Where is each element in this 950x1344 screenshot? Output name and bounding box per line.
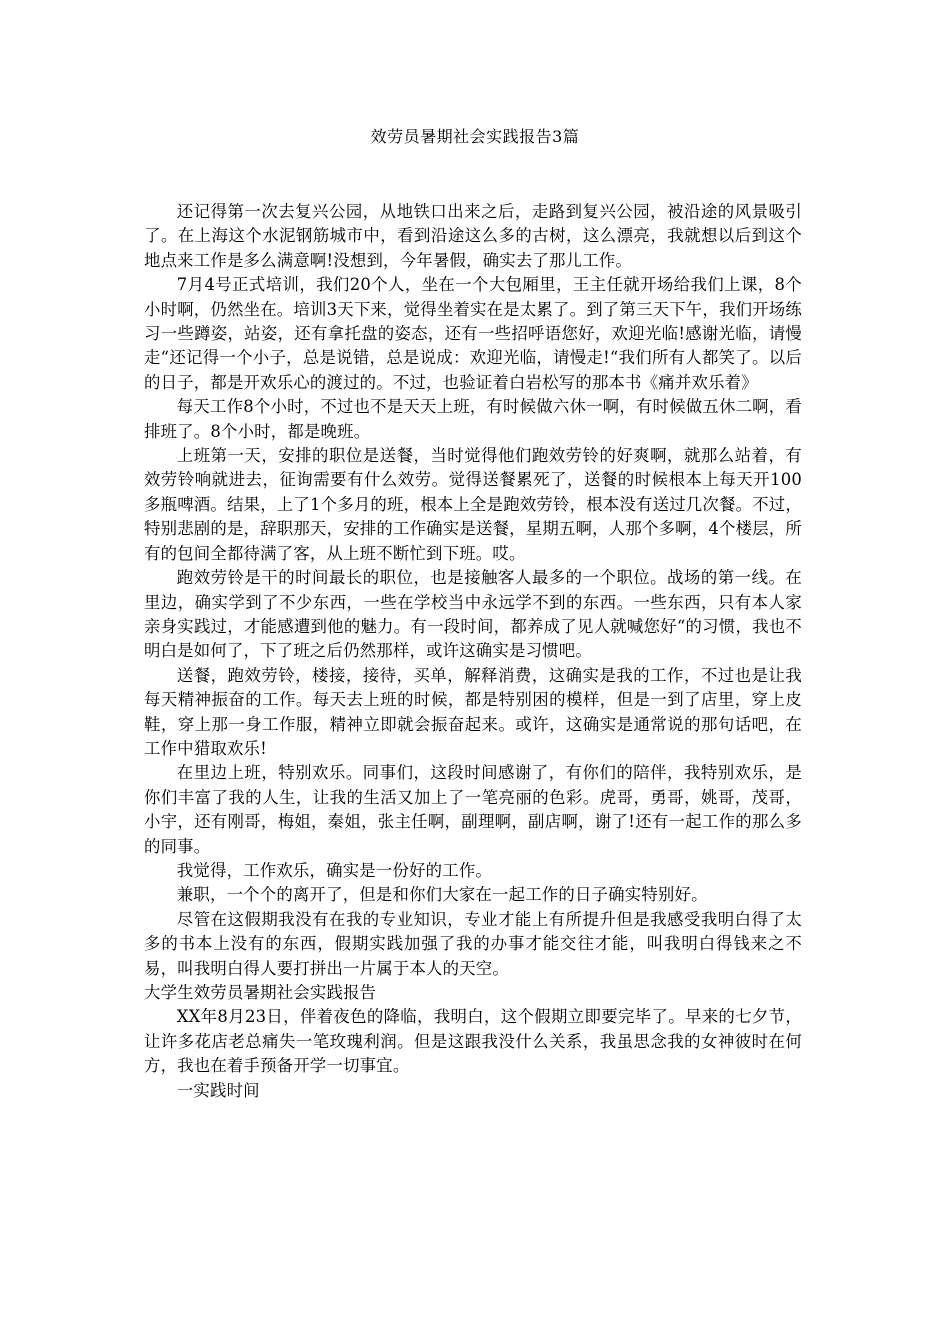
paragraph-6: 送餐，跑效劳铃，楼接，接待，买单，解释消费，这确实是我的工作，不过也是让我每天精神振奋的工作。每天去上班的时候，都是特别困的模样，但是一到了店里，穿上皮鞋，穿上那一身工作服，精神立即就会振奋起来。或许，这确实是通常说的那句话吧，在工作中猎取欢乐! <box>144 665 802 758</box>
paragraph-12: 一实践时间 <box>176 1080 260 1100</box>
paragraph-8: 我觉得，工作欢乐，确实是一份好的工作。 <box>176 860 493 880</box>
document-body <box>144 200 802 1103</box>
paragraph-1: 还记得第一次去复兴公园，从地铁口出来之后，走路到复兴公园，被沿途的风景吸引了。在上海这个水泥钢筋城市中，看到沿途这么多的古树，这么漂亮，我就想以后到这个地点来工作是多么满意啊!没想到，今年暑假，确实去了那儿工作。 <box>144 202 802 270</box>
paragraph-2: 7月4号正式培训，我们20个人，坐在一个大包厢里，王主任就开场给我们上课，8个小时啊，仍然坐在。培训3天下来，觉得坐着实在是太累了。到了第三天下午，我们开场练习一些蹲姿，站姿，还有拿托盘的姿态，还有一些招呼语您好，欢迎光临!感谢光临，请慢走“还记得一个小子，总是说错，总是说成：欢迎光临，请慢走!“我们所有人都笑了。以后的日子，都是开欢乐心的渡过的。不过，也验证着白岩松写的那本书《痛并欢乐着》 <box>144 275 802 392</box>
paragraph-7: 在里边上班，特别欢乐。同事们，这段时间感谢了，有你们的陪伴，我特别欢乐，是你们丰富了我的人生，让我的生活又加上了一笔亮丽的色彩。虎哥，勇哥，姚哥，茂哥，小宇，还有刚哥，梅姐，秦姐，张主任啊，副理啊，副店啊，谢了!还有一起工作的那么多的同事。 <box>144 763 802 856</box>
paragraph-11: XX年8月23日，伴着夜色的降临，我明白，这个假期立即要完毕了。早来的七夕节，让许多花店老总痛失一笔玫瑰利润。但是这跟我没什么关系，我虽思念我的女神彼时在何方，我也在着手预备开学一切事宜。 <box>144 1007 802 1076</box>
document-title: 效劳员暑期社会实践报告3篇 <box>370 127 580 146</box>
paragraph-9: 兼职，一个个的离开了，但是和你们大家在一起工作的日子确实特别好。 <box>176 885 708 905</box>
paragraph-4: 上班第一天，安排的职位是送餐，当时觉得他们跑效劳铃的好爽啊，就那么站着，有效劳铃响就进去，征询需要有什么效劳。觉得送餐累死了，送餐的时候根本上每天开100多瓶啤酒。结果，上了1个多月的班，根本上全是跑效劳铃，根本没有送过几次餐。不过，特别悲剧的是，辞职那天，安排的工作确实是送餐，星期五啊，人那个多啊，4个楼层，所有的包间全都待满了客，从上班不断忙到下班。哎。 <box>144 446 802 563</box>
paragraph-10: 尽管在这假期我没有在我的专业知识，专业才能上有所提升但是我感受我明白得了太多的书本上没有的东西，假期实践加强了我的办事才能交往才能，叫我明白得钱来之不易，叫我明白得人要打拼出一片属于本人的天空。 <box>144 909 802 978</box>
section-heading: 大学生效劳员暑期社会实践报告 <box>144 983 377 1002</box>
paragraph-3: 每天工作8个小时，不过也不是天天上班，有时候做六休一啊，有时候做五休二啊，看排班了。8个小时，都是晚班。 <box>144 397 802 441</box>
paragraph-5: 跑效劳铃是干的时间最长的职位，也是接触客人最多的一个职位。战场的第一线。在里边，确实学到了不少东西，一些在学校当中永远学不到的东西。一些东西，只有本人家亲身实践过，才能感遭到他的魅力。有一段时间，都养成了见人就喊您好“的习惯，我也不明白是如何了，下了班之后仍然那样，或许这确实是习惯吧。 <box>144 568 802 661</box>
